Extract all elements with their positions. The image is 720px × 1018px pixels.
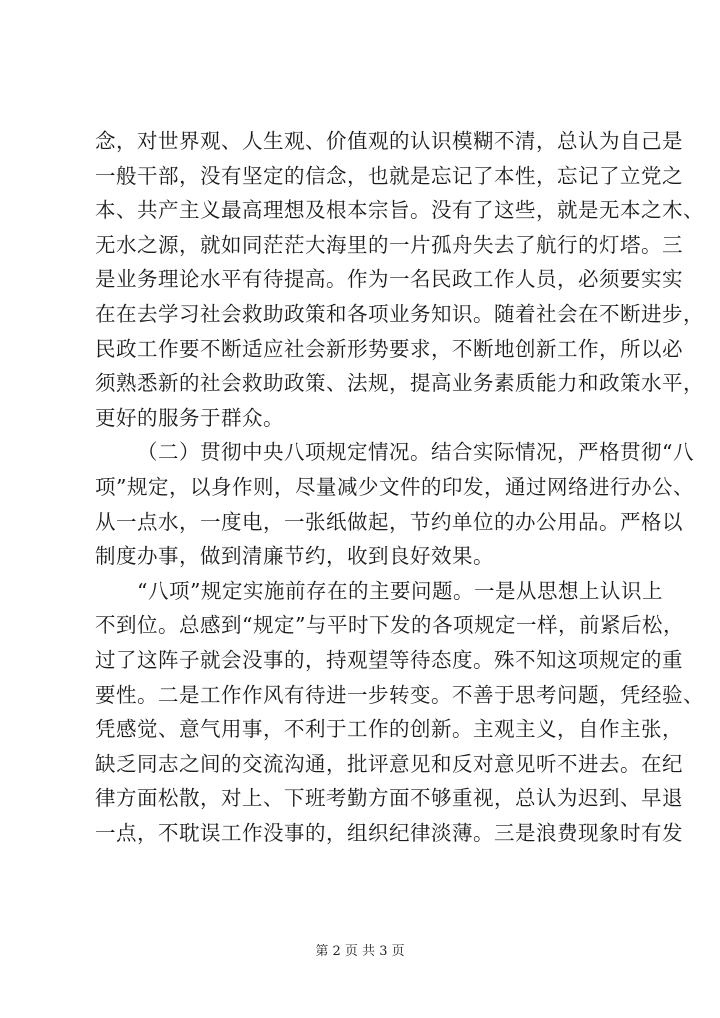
text-line: 项”规定，以身作则，尽量减少文件的印发，通过网络进行办公、: [95, 474, 694, 499]
text-line: 须熟悉新的社会救助政策、法规，提高业务素质能力和政策水平，: [95, 371, 704, 396]
page-footer: 第 2 页 共 3 页: [315, 944, 405, 959]
text-line: 本、共产主义最高理想及根本宗旨。没有了这些，就是无本之木、: [95, 198, 704, 223]
text-line: 是业务理论水平有待提高。作为一名民政工作人员，必须要实实: [95, 267, 683, 292]
text-line: 民政工作要不断适应社会新形势要求，不断地创新工作，所以必: [95, 336, 683, 361]
text-line: 要性。二是工作作风有待进一步转变。不善于思考问题，凭经验、: [95, 682, 704, 707]
text-line: “八项”规定实施前存在的主要问题。一是从思想上认识上: [137, 578, 663, 603]
document-body: [95, 124, 704, 850]
text-line: 念，对世界观、人生观、价值观的认识模糊不清，总认为自己是: [95, 129, 683, 153]
text-line: 律方面松散，对上、下班考勤方面不够重视，总认为迟到、早退: [95, 786, 683, 811]
text-line: 过了这阵子就会没事的，持观望等待态度。殊不知这项规定的重: [95, 647, 683, 672]
text-line: 无水之源，就如同茫茫大海里的一片孤舟失去了航行的灯塔。三: [95, 232, 683, 257]
text-line: 一点，不耽误工作没事的，组织纪律淡薄。三是浪费现象时有发: [95, 820, 683, 845]
text-line: 凭感觉、意气用事，不利于工作的创新。主观主义，自作主张，: [95, 717, 683, 742]
text-line: 更好的服务于群众。: [95, 405, 284, 430]
text-line: （二）贯彻中央八项规定情况。结合实际情况，严格贯彻“八: [137, 440, 694, 465]
text-line: 从一点水，一度电，一张纸做起，节约单位的办公用品。严格以: [95, 509, 683, 534]
text-line: 制度办事，做到清廉节约，收到良好效果。: [95, 544, 494, 569]
text-line: 不到位。总感到“规定”与平时下发的各项规定一样，前紧后松，: [95, 613, 684, 638]
text-line: 一般干部，没有坚定的信念，也就是忘记了本性，忘记了立党之: [95, 163, 683, 188]
text-line: 在在去学习社会救助政策和各项业务知识。随着社会在不断进步，: [95, 301, 704, 326]
text-line: 缺乏同志之间的交流沟通，批评意见和反对意见听不进去。在纪: [95, 751, 683, 776]
